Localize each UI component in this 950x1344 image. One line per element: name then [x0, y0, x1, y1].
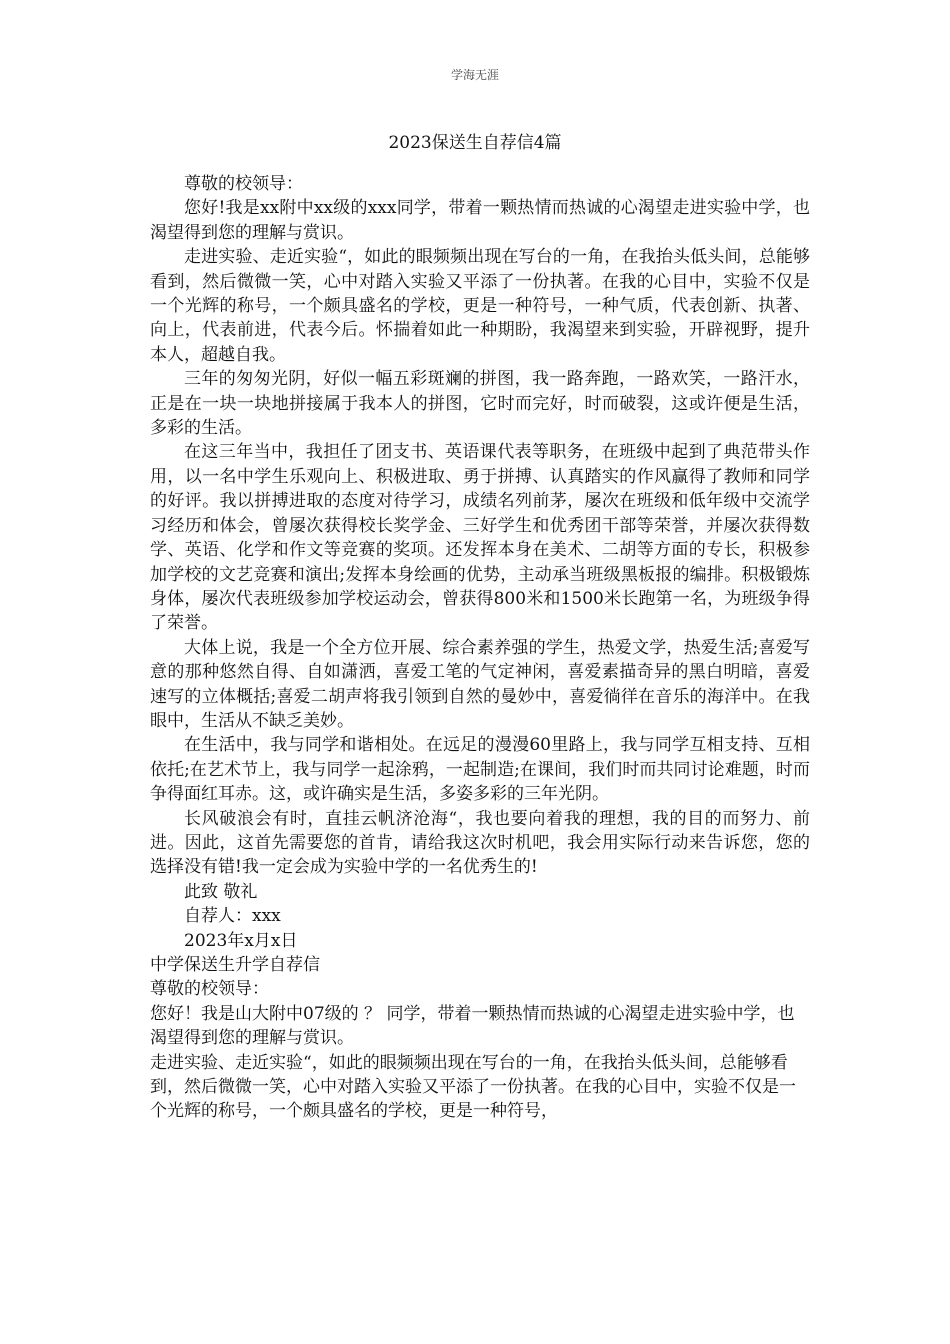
paragraph: 在生活中，我与同学和谐相处。在远足的漫漫60里路上，我与同学互相支持、互相依托;在艺术节上，我与同学一起涂鸦，一起制造;在课间，我们时而共同讨论难题，时而争得面红耳赤。这，或许确实是生活，多姿多彩的三年光阴。 [150, 735, 810, 805]
salutation: 尊敬的校领导： [150, 979, 269, 1000]
paragraph: 走进实验、走近实验“，如此的眼频频出现在写台的一角，在我抬头低头间，总能够看到，然后微微一笑，心中对踏入实验又平添了一份执著。在我的心目中，实验不仅是一个光辉的称号，一个颇具盛名的学校，更是一种符号， [150, 1052, 796, 1122]
salutation: 尊敬的校领导： [184, 174, 303, 194]
paragraph: 走进实验、走近实验“，如此的眼频频出现在写台的一角，在我抬头低头间，总能够看到，然后微微一笑，心中对踏入实验又平添了一份执著。在我的心目中，实验不仅是一个光辉的称号，一个颇具盛名的学校，更是一种符号，一种气质，代表创新、执著、向上，代表前进，代表今后。怀揣着如此一种期盼，我渴望来到实验，开辟视野，提升本人，超越自我。 [150, 247, 810, 365]
document-title: 2023保送生自荐信4篇 [388, 133, 562, 153]
paragraph: 您好!我是xx附中xx级的xxx同学，带着一颗热情而热诚的心渴望走进实验中学，也渴望得到您的理解与赏识。 [150, 198, 810, 243]
paragraph: 您好！我是山大附中07级的 ？ 同学，带着一颗热情而热诚的心渴望走进实验中学，也渴望得到您的理解与赏识。 [150, 1003, 795, 1049]
signer: 自荐人：xxx [184, 906, 281, 927]
paragraph: 在这三年当中，我担任了团支书、英语课代表等职务，在班级中起到了典范带头作用，以一名中学生乐观向上、积极进取、勇于拼搏、认真踏实的作风赢得了教师和同学的好评。我以拼搏进取的态度对待学习，成绩名列前茅，屡次在班级和低年级中交流学习经历和体会，曾屡次获得校长奖学金、三好学生和优秀团干部等荣誉，并屡次获得数学、英语、化学和作文等竞赛的奖项。还发挥本身在美术、二胡等方面的专长，积极参加学校的文艺竞赛和演出;发挥本身绘画的优势，主动承当班级黑板报的编排。积极锻炼身体，屡次代表班级参加学校运动会，曾获得800米和1500米长跑第一名，为班级争得了荣誉。 [150, 442, 810, 634]
date: 2023年x月x日 [184, 930, 298, 951]
paragraph: 长风破浪会有时，直挂云帆济沧海“，我也要向着我的理想，我的目的而努力、前进。因此，这首先需要您的首肯，请给我这次时机吧，我会用实际行动来告诉您，您的选择没有错!我一定会成为实验中学的一名优秀生的! [150, 808, 810, 878]
page-header: 学海无涯 [450, 68, 499, 82]
closing: 此致 敬礼 [184, 881, 258, 902]
paragraph: 大体上说，我是一个全方位开展、综合素养强的学生，热爱文学，热爱生活;喜爱写意的那种悠然自得、自如潇洒，喜爱工笔的气定神闲，喜爱素描奇异的黑白明暗，喜爱速写的立体概括;喜爱二胡声将我引领到自然的曼妙中，喜爱徜徉在音乐的海洋中。在我眼中，生活从不缺乏美妙。 [150, 637, 810, 731]
paragraph: 三年的匆匆光阴，好似一幅五彩斑斓的拼图，我一路奔跑，一路欢笑，一路汗水，正是在一块一块地拼接属于我本人的拼图，它时而完好，时而破裂，这或许便是生活，多彩的生活。 [150, 369, 810, 439]
section-title: 中学保送生升学自荐信 [150, 955, 320, 975]
document-body [150, 172, 810, 1124]
